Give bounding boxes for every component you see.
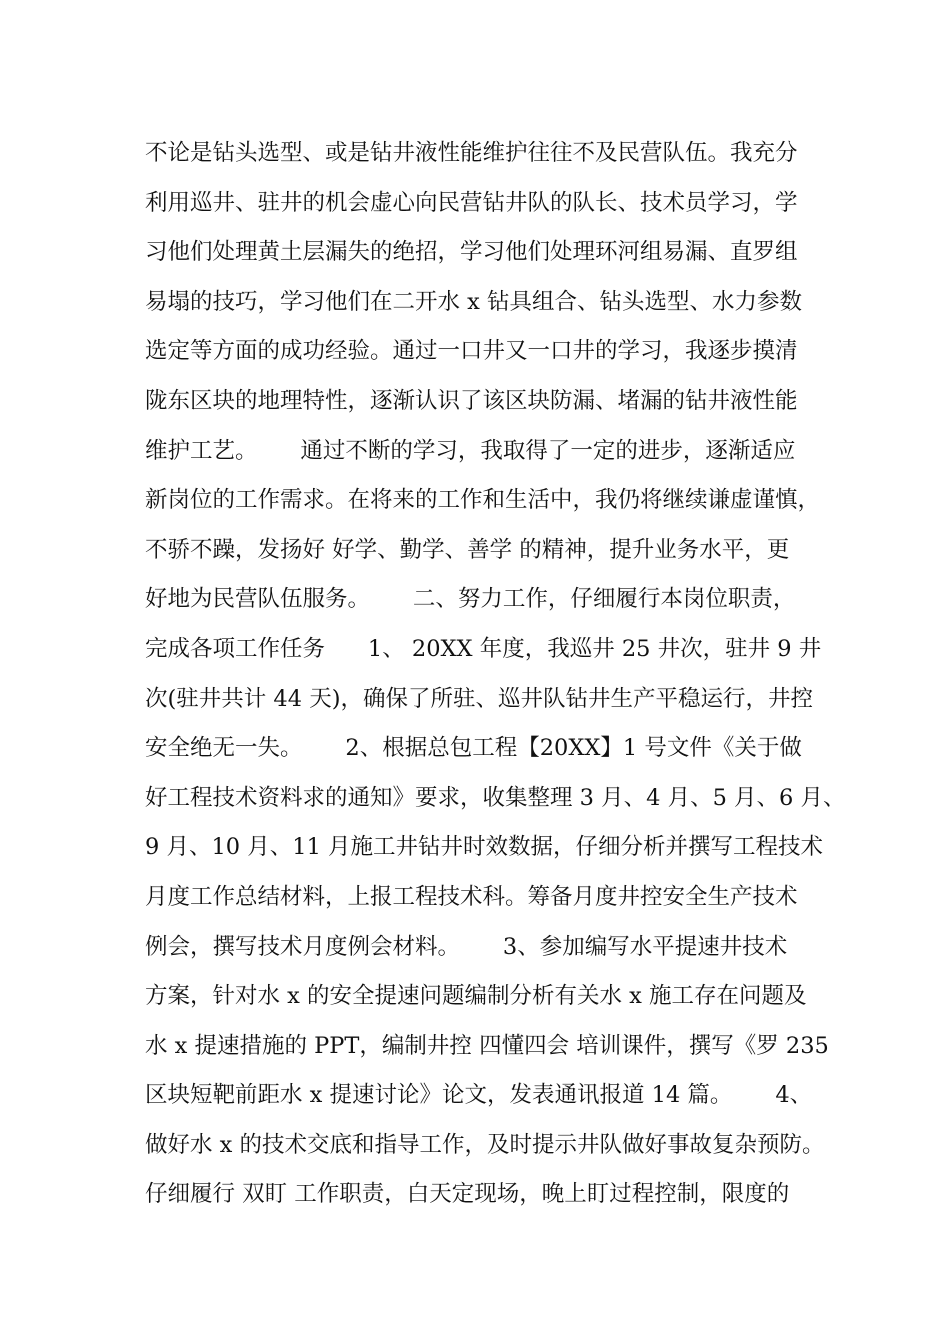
text-line: 陇东区块的地理特性，逐渐认识了该区块防漏、堵漏的钻井液性能 xyxy=(145,387,798,414)
text-line: 不骄不躁，发扬好 好学、勤学、善学 的精神，提升业务水平，更 xyxy=(145,536,790,563)
text-line: 例会，撰写技术月度例会材料。 3、参加编写水平提速井技术 xyxy=(145,933,788,960)
text-line: 好地为民营队伍服务。 二、努力工作，仔细履行本岗位职责， xyxy=(145,586,796,613)
text-line: 选定等方面的成功经验。通过一口井又一口井的学习，我逐步摸清 xyxy=(145,338,798,365)
text-line: 不论是钻头选型、或是钻井液性能维护往往不及民营队伍。我充分 xyxy=(145,140,798,166)
text-line: 新岗位的工作需求。在将来的工作和生活中，我仍将继续谦虚谨慎， xyxy=(145,487,821,514)
text-line: 习他们处理黄土层漏失的绝招，学习他们处理环河组易漏、直罗组 xyxy=(145,239,798,266)
text-line: 安全绝无一失。 2、根据总包工程【20XX】1 号文件《关于做 xyxy=(145,735,802,762)
text-line: 次(驻井共计 44 天)，确保了所驻、巡井队钻井生产平稳运行，井控 xyxy=(145,685,813,712)
text-line: 易塌的技巧，学习他们在二开水 x 钻具组合、钻头选型、水力参数 xyxy=(145,288,802,315)
text-line: 水 x 提速措施的 PPT，编制井控 四懂四会 培训课件，撰写《罗 235 xyxy=(145,1032,829,1059)
text-line: 做好水 x 的技术交底和指导工作，及时提示井队做好事故复杂预防。 xyxy=(145,1131,825,1158)
text-line: 利用巡井、驻井的机会虚心向民营钻井队的队长、技术员学习，学 xyxy=(145,189,798,216)
text-line: 好工程技术资料求的通知》要求，收集整理 3 月、4 月、5 月、6 月、 xyxy=(145,784,846,811)
text-line: 区块短靶前距水 x 提速讨论》论文，发表通讯报道 14 篇。 4、 xyxy=(145,1082,813,1109)
text-line: 方案，针对水 x 的安全提速问题编制分析有关水 x 施工存在问题及 xyxy=(145,983,807,1010)
text-line: 维护工艺。 通过不断的学习，我取得了一定的进步，逐渐适应 xyxy=(145,437,796,464)
text-line: 仔细履行 双盯 工作职责，白天定现场，晚上盯过程控制，限度的 xyxy=(145,1181,790,1208)
text-line: 完成各项工作任务 1、 20XX 年度，我巡井 25 井次，驻井 9 井 xyxy=(145,635,822,662)
text-line: 9 月、10 月、11 月施工井钻井时效数据，仔细分析并撰写工程技术 xyxy=(145,834,824,861)
body-text xyxy=(145,129,845,1220)
text-line: 月度工作总结材料，上报工程技术科。筹备月度井控安全生产技术 xyxy=(145,883,798,910)
